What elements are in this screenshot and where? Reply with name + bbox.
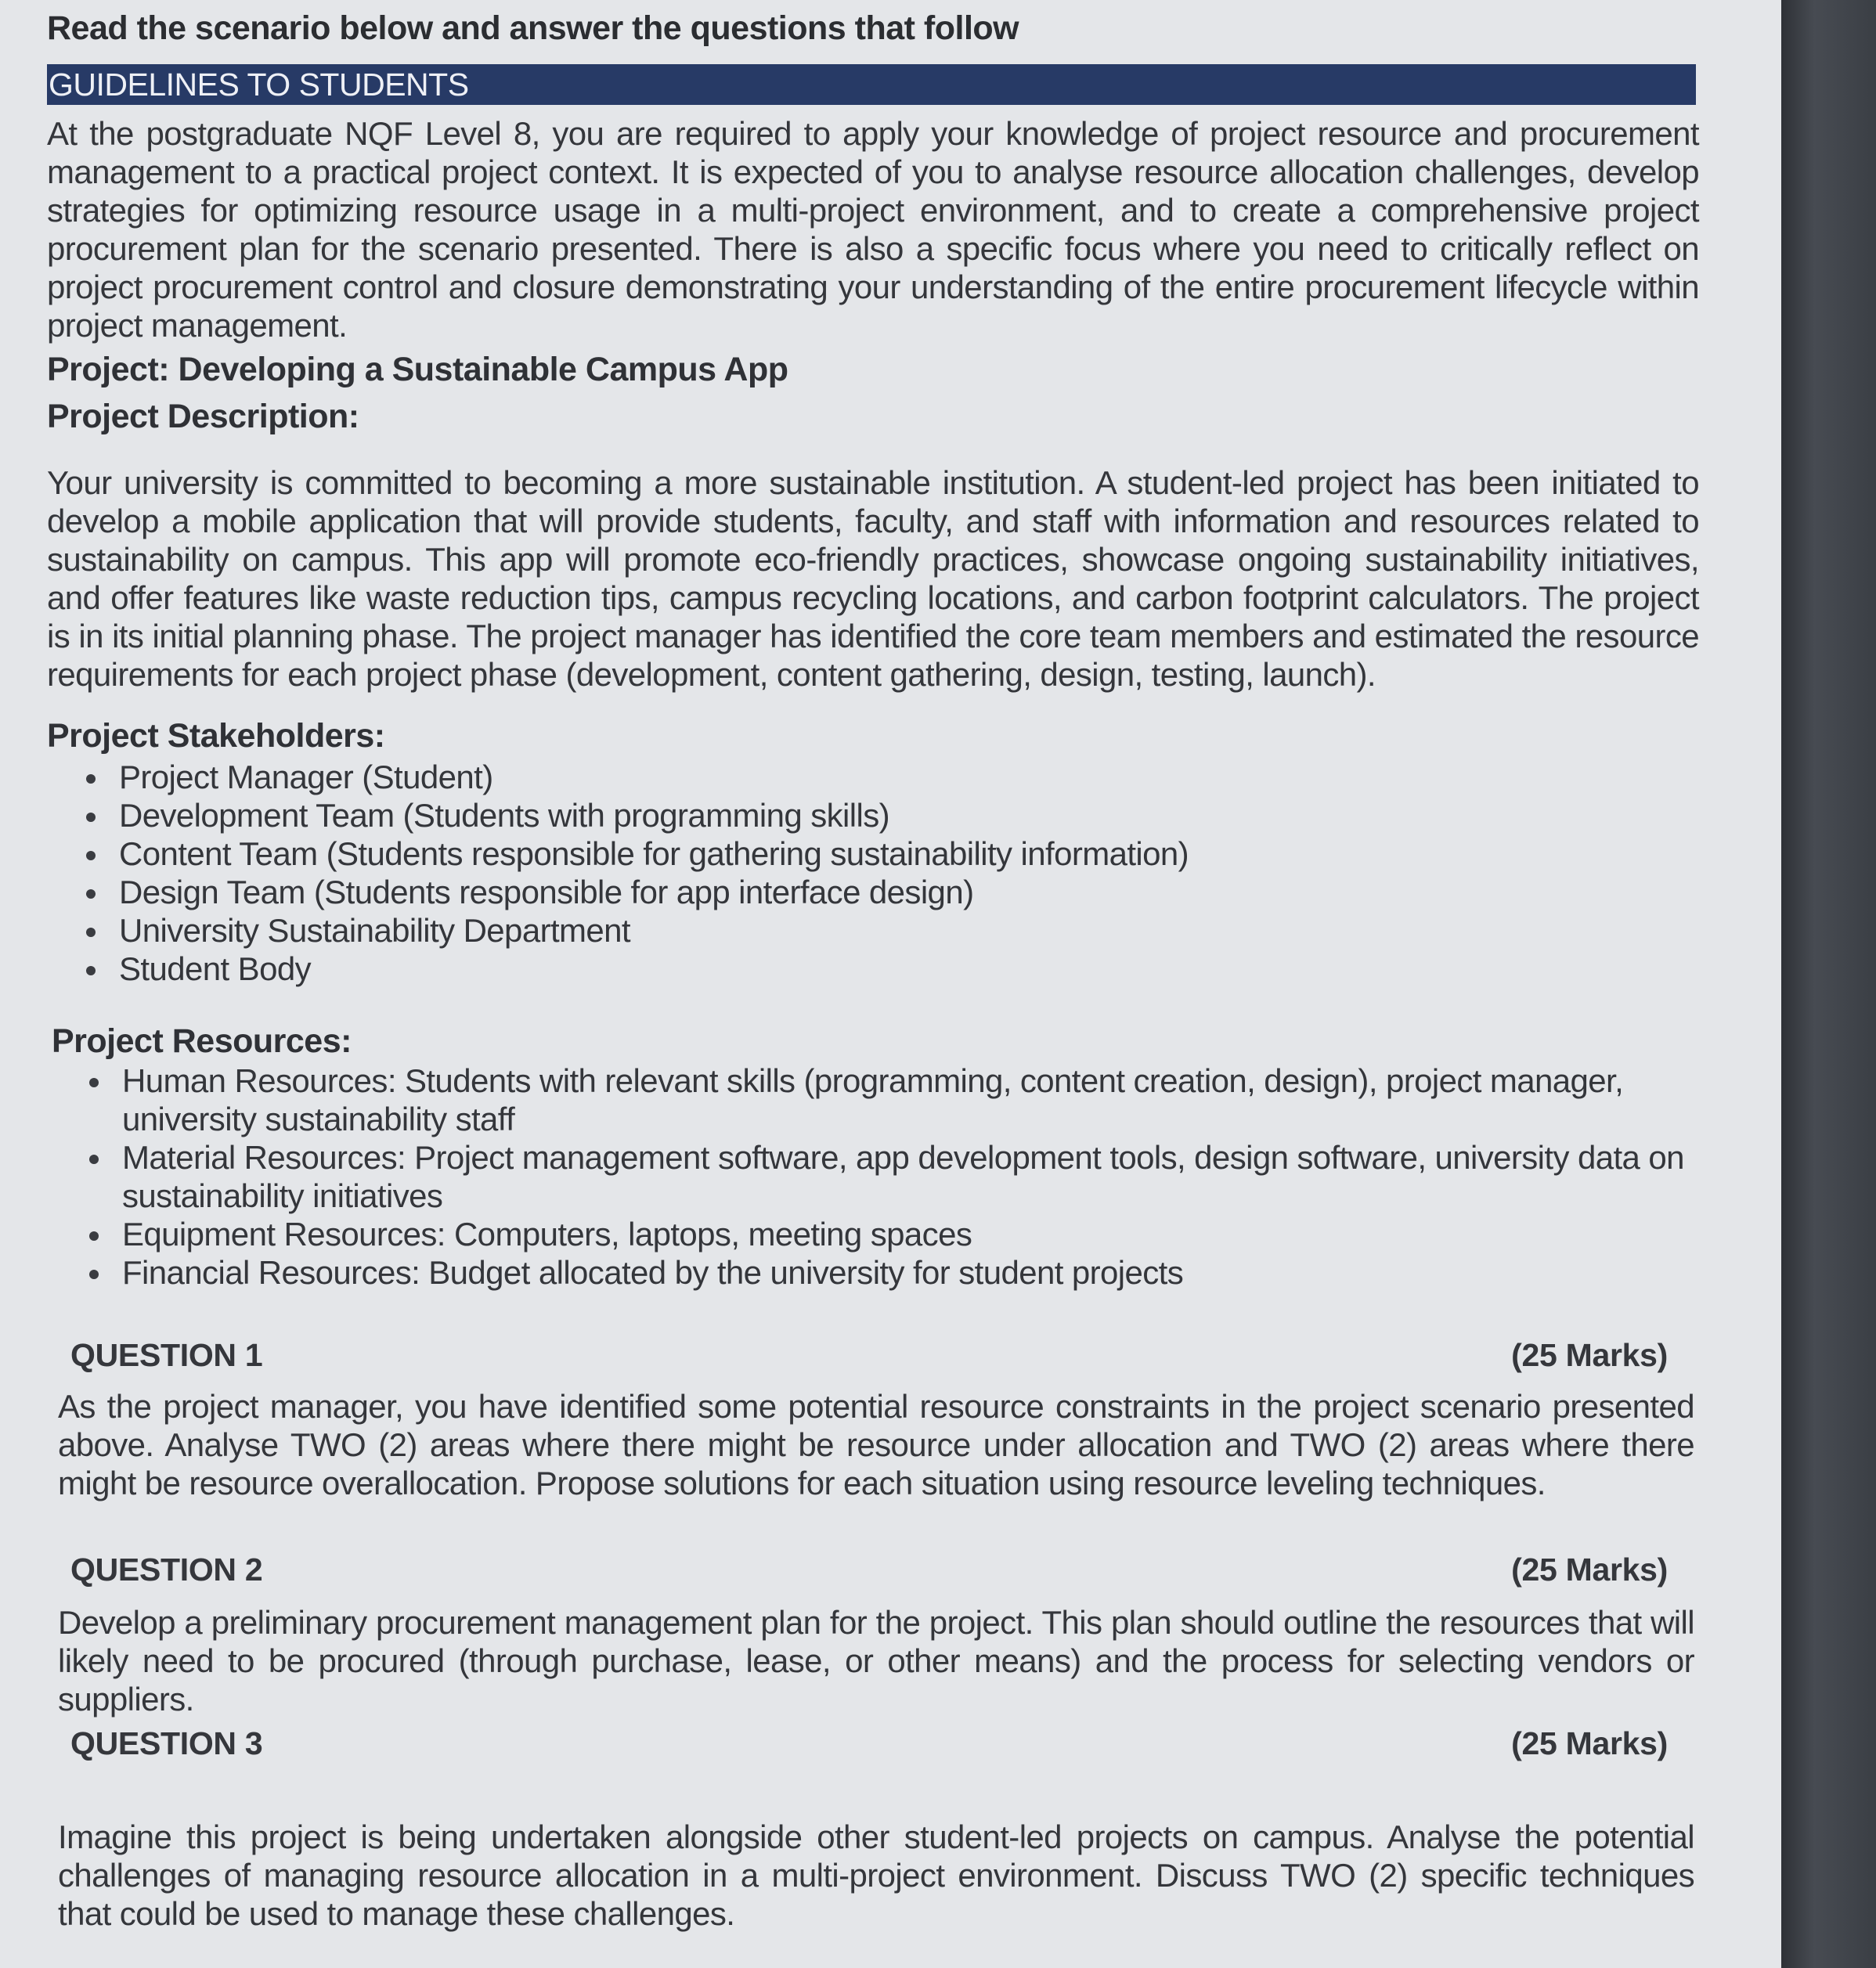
list-item: Equipment Resources: Computers, laptops, meeting spaces [50,1215,1694,1253]
question-2-header [70,1552,1668,1588]
resources-list [50,1061,1694,1292]
guidelines-banner: GUIDELINES TO STUDENTS [47,64,1696,105]
list-item: Financial Resources: Budget allocated by the university for student projects [50,1253,1694,1292]
background-edge [1781,0,1876,1968]
guidelines-paragraph: At the postgraduate NQF Level 8, you are required to apply your knowledge of project resource and procurement management to a practical project context. It is expected of you to analyse resource allocation challenges, develop strategies for optimizing resource usage in a multi-project environment, and to create a comprehensive project procurement plan for the scenario presented. There is also a specific focus where you need to critically reflect on project procurement control and closure demonstrating your understanding of the entire procurement lifecycle within project management. [47,115,1699,344]
question-3-header [70,1725,1668,1762]
question-3-text: Imagine this project is being undertaken alongside other student-led projects on campus. Analyse the potential challenges of managing resource allocation in a multi-project environment. Discuss TWO (2) specific techniques that could be used to manage these challenges. [58,1818,1694,1932]
list-item: Material Resources: Project management software, app development tools, design software, university data on sustainability initiatives [50,1138,1694,1215]
question-1-marks: (25 Marks) [1511,1337,1668,1373]
question-3-label: QUESTION 3 [70,1725,263,1761]
project-title: Project: Developing a Sustainable Campus App [47,351,788,388]
list-item: Development Team (Students with programming skills) [47,796,1699,834]
list-item: University Sustainability Department [47,911,1699,950]
project-description: Your university is committed to becoming a more sustainable institution. A student-led project has been initiated to develop a mobile application that will provide students, faculty, and staff with information and resources related to sustainability on campus. This app will promote eco-friendly practices, showcase ongoing sustainability initiatives, and offer features like waste reduction tips, campus recycling locations, and carbon footprint calculators. The project is in its initial planning phase. The project manager has identified the core team members and estimated the resource requirements for each project phase (development, content gathering, design, testing, launch). [47,464,1699,693]
list-item: Content Team (Students responsible for gathering sustainability information) [47,834,1699,873]
stakeholders-heading: Project Stakeholders: [47,717,385,755]
project-description-heading: Project Description: [47,398,359,435]
instructions-heading: Read the scenario below and answer the questions that follow [47,9,1019,47]
question-2-text: Develop a preliminary procurement management plan for the project. This plan should outline the resources that will likely need to be procured (through purchase, lease, or other means) and the process for selecting vendors or suppliers. [58,1604,1694,1717]
resources-heading: Project Resources: [52,1022,352,1060]
stakeholders-list [47,758,1699,988]
question-3-marks: (25 Marks) [1511,1725,1668,1761]
question-1-label: QUESTION 1 [70,1337,263,1373]
list-item: Student Body [47,950,1699,988]
list-item: Project Manager (Student) [47,758,1699,796]
question-2-marks: (25 Marks) [1511,1552,1668,1588]
question-1-header [70,1337,1668,1374]
question-1-text: As the project manager, you have identified some potential resource constraints in the project scenario presented above. Analyse TWO (2) areas where there might be resource under allocation and TWO (2) areas where there might be resource overallocation. Propose solutions for each situation using resource leveling techniques. [58,1388,1694,1501]
question-2-label: QUESTION 2 [70,1552,263,1588]
list-item: Design Team (Students responsible for app interface design) [47,873,1699,911]
list-item: Human Resources: Students with relevant skills (programming, content creation, design), project manager, university sustainability staff [50,1061,1694,1138]
